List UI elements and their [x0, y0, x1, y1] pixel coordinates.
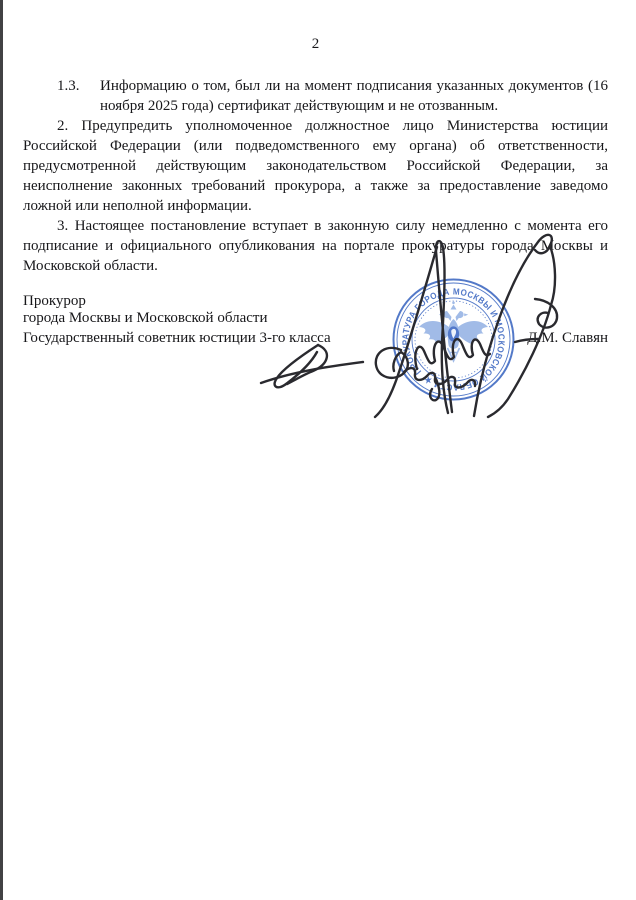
signer-rank-row — [23, 330, 608, 347]
list-item-number: 1.3. — [57, 78, 80, 94]
eagle-crown-orb — [452, 302, 455, 305]
signature-stroke-crossbar — [261, 362, 363, 383]
signer-title-line2: города Москвы и Московской области — [23, 310, 268, 326]
signer-title-line1: Прокурор — [23, 293, 86, 309]
eagle-right-wing — [458, 321, 488, 345]
stamp-ring-text: ПРОКУРАТУРА ГОРОДА МОСКВЫ И МОСКОВСКОЙ ОБЛАСТИ ★ — [400, 286, 507, 393]
official-stamp — [391, 277, 516, 402]
list-item-1-3 — [23, 76, 608, 116]
list-item-text: Информацию о том, был ли на момент подписания указанных документов (16 ноября 2025 года) сертификат действующим и не отозванным. — [100, 78, 608, 114]
page-content — [23, 0, 608, 347]
paragraph-3: 3. Настоящее постановление вступает в законную силу немедленно с момента его подписание и официального опубликования на портале прокуратуры города Москвы и Московской области. — [23, 218, 608, 274]
paragraph-2: 2. Предупредить уполномоченное должностное лицо Министерства юстиции Российской Федерации (или подведомственного ему органа) об ответственности, предусмотренной действующим законодательством Российской Федерации, за неисполнение законных требований прокурора, а также за предоставление заведомо ложной или неполной информации. — [23, 118, 608, 214]
signer-name: Д.М. Славян — [527, 330, 608, 346]
eagle-left-head — [439, 311, 452, 321]
signature-block — [23, 293, 608, 347]
eagle-crown — [451, 305, 457, 310]
eagle-right-head — [456, 311, 469, 321]
eagle-left-wing — [419, 321, 449, 345]
page-number: 2 — [311, 36, 320, 52]
signature-stroke-d-stem — [275, 345, 318, 387]
signer-rank: Государственный советник юстиции 3-го класса — [23, 330, 331, 346]
signature-stroke-d-bowl — [287, 345, 327, 384]
scan-left-edge — [0, 0, 3, 900]
eagle-tail — [448, 348, 460, 361]
double-headed-eagle-emblem — [419, 302, 488, 362]
